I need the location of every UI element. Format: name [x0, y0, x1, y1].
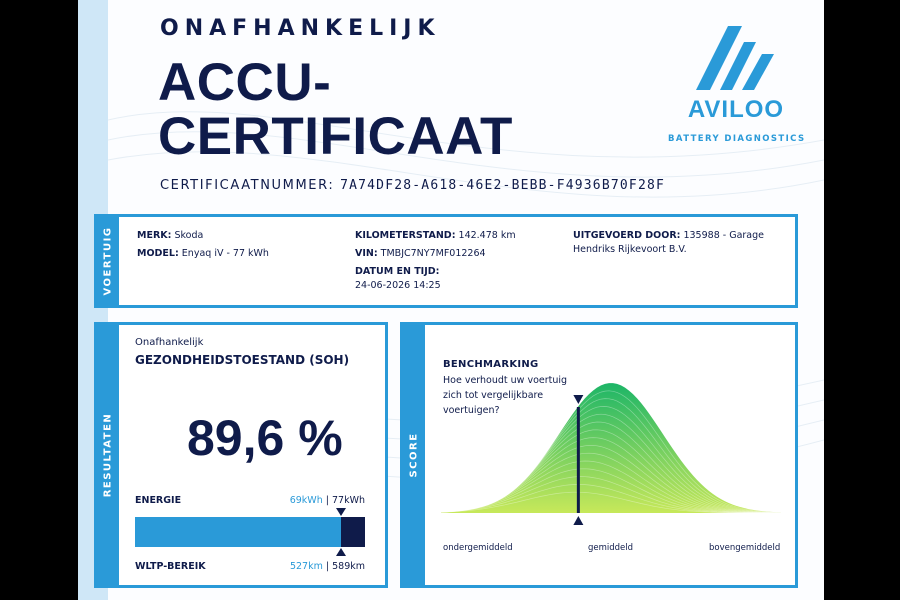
merk-value: Skoda	[174, 230, 204, 241]
score-panel	[400, 322, 798, 588]
field-merk	[137, 229, 203, 243]
results-tab-label: RESULTATEN	[102, 412, 114, 498]
field-model	[137, 247, 269, 261]
energy-label: ENERGIE	[135, 495, 182, 506]
vin-label: VIN:	[355, 248, 378, 259]
vehicle-panel	[94, 214, 798, 308]
merk-label: MERK:	[137, 230, 172, 241]
axis-label-mid: gemiddeld	[588, 543, 634, 553]
soh-value: 89,6 %	[187, 410, 343, 466]
axis-label-high: bovengemiddeld	[709, 543, 781, 553]
header-kicker: ONAFHANKELIJK	[160, 16, 441, 41]
certificate-number	[160, 178, 665, 193]
km-label: KILOMETERSTAND:	[355, 230, 456, 241]
range-label: WLTP-BEREIK	[135, 561, 206, 572]
capacity-marker-top	[336, 508, 346, 516]
logo-wordmark: AVILOO	[687, 96, 785, 123]
score-tab-label: SCORE	[408, 432, 420, 478]
aviloo-mountain-icon	[668, 18, 804, 94]
certificate-number-value: 7A74DF28-A618-46E2-BEBB-F4936B70F28F	[340, 178, 666, 193]
capacity-marker-bottom	[336, 548, 346, 556]
score-tab	[403, 325, 425, 585]
field-vin	[355, 247, 486, 261]
results-panel	[94, 322, 388, 588]
aviloo-logo	[668, 18, 804, 148]
vin-value: TMBJC7NY7MF012264	[380, 248, 486, 259]
vehicle-tab-label: VOERTUIG	[102, 226, 114, 296]
by-value-line1: 135988 - Garage	[683, 230, 764, 241]
range-separator: |	[322, 561, 333, 572]
by-value-line2: Hendriks Rijkevoort B.V.	[573, 244, 687, 255]
datetime-value: 24-06-2026 14:25	[355, 280, 441, 291]
title-line-1: ACCU-	[158, 53, 332, 112]
range-current: 527km	[289, 561, 323, 572]
field-uitgevoerd-door	[573, 229, 764, 257]
model-label: MODEL:	[137, 248, 179, 259]
energy-separator: |	[322, 495, 332, 506]
logo-subtitle: BATTERY DIAGNOSTICS	[668, 134, 806, 144]
datetime-label: DATUM EN TIJD:	[355, 266, 440, 277]
vehicle-tab	[97, 217, 119, 305]
field-kilometerstand	[355, 229, 516, 243]
energy-current: 69kWh	[289, 495, 323, 506]
soh-title: GEZONDHEIDSTOESTAND (SOH)	[135, 353, 350, 367]
results-tab	[97, 325, 119, 585]
km-value: 142.478 km	[458, 230, 516, 241]
energy-values	[265, 495, 365, 506]
energy-max: 77kWh	[331, 495, 365, 506]
soh-kicker: Onafhankelijk	[135, 337, 204, 348]
certificate-number-label: CERTIFICAATNUMMER:	[160, 178, 335, 193]
certificate-title	[158, 53, 513, 166]
by-label: UITGEVOERD DOOR:	[573, 230, 681, 241]
benchmark-marker-bottom	[573, 516, 583, 525]
range-max: 589km	[332, 561, 365, 572]
capacity-bar-fill	[135, 517, 341, 547]
model-value: Enyaq iV - 77 kWh	[181, 248, 269, 259]
certificate-page	[78, 0, 824, 600]
field-datetime	[355, 265, 441, 293]
axis-label-low: ondergemiddeld	[443, 543, 513, 553]
title-line-2: CERTIFICAAT	[158, 107, 513, 166]
capacity-bar	[135, 517, 365, 547]
benchmark-question: Hoe verhoudt uw voertuig zich tot vergelijkbare voertuigen?	[443, 375, 568, 416]
benchmark-title: BENCHMARKING	[443, 359, 539, 370]
range-values	[265, 561, 365, 572]
